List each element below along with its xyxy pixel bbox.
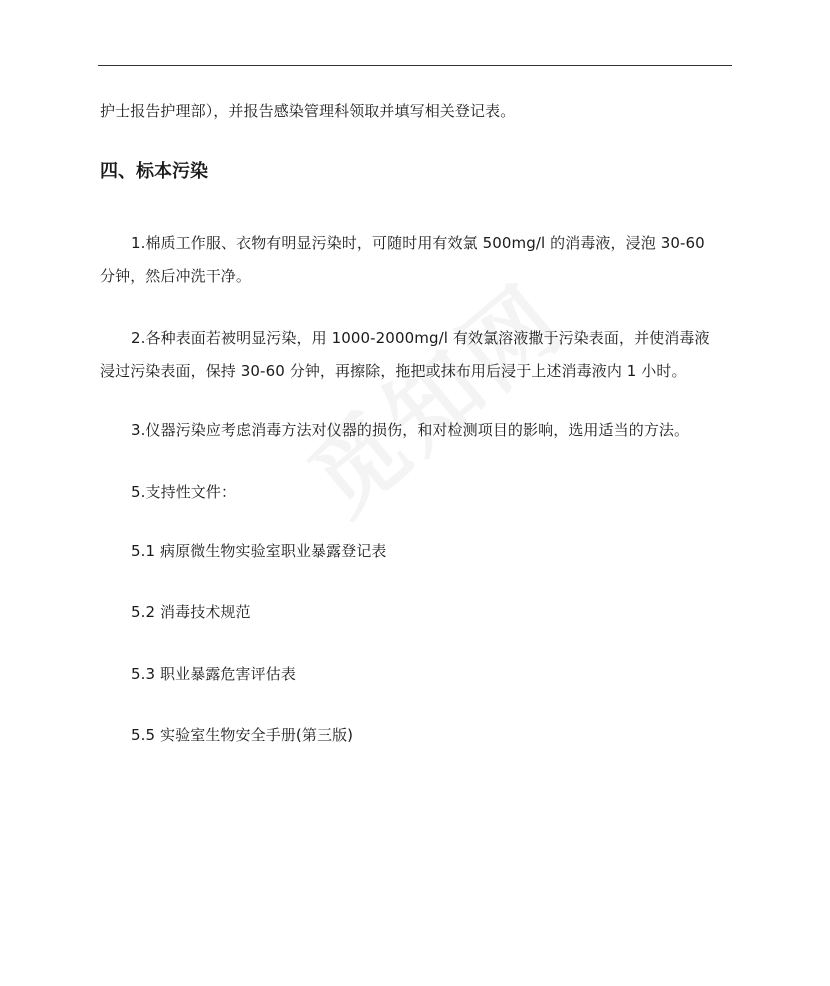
continuation-text: 护士报告护理部），并报告感染管理科领取并填写相关登记表。 xyxy=(100,102,516,120)
supporting-doc-item: 5.1 病原微生物实验室职业暴露登记表 xyxy=(131,542,387,560)
paragraph-1-line-2: 分钟，然后冲洗干净。 xyxy=(100,267,252,285)
paragraph-2-line-2: 浸过污染表面，保持 30-60 分钟，再擦除，拖把或抹布用后浸于上述消毒液内 1 小时。 xyxy=(100,362,687,380)
supporting-doc-item: 5.5 实验室生物安全手册(第三版) xyxy=(131,726,354,744)
supporting-docs-title: 5.支持性文件： xyxy=(131,483,237,501)
supporting-doc-item: 5.3 职业暴露危害评估表 xyxy=(131,665,296,683)
paragraph-3: 3.仪器污染应考虑消毒方法对仪器的损伤，和对检测项目的影响，选用适当的方法。 xyxy=(131,421,690,439)
watermark xyxy=(267,246,597,564)
section-heading: 四、标本污染 xyxy=(100,161,208,182)
paragraph-2-line-1: 2.各种表面若被明显污染，用 1000-2000mg/l 有效氯溶液撒于污染表面，并使消毒液 xyxy=(131,329,710,347)
supporting-doc-item: 5.2 消毒技术规范 xyxy=(131,603,251,621)
header-divider xyxy=(98,65,732,66)
paragraph-1-line-1: 1.棉质工作服、衣物有明显污染时，可随时用有效氯 500mg/l 的消毒液，浸泡 30-60 xyxy=(131,234,705,252)
